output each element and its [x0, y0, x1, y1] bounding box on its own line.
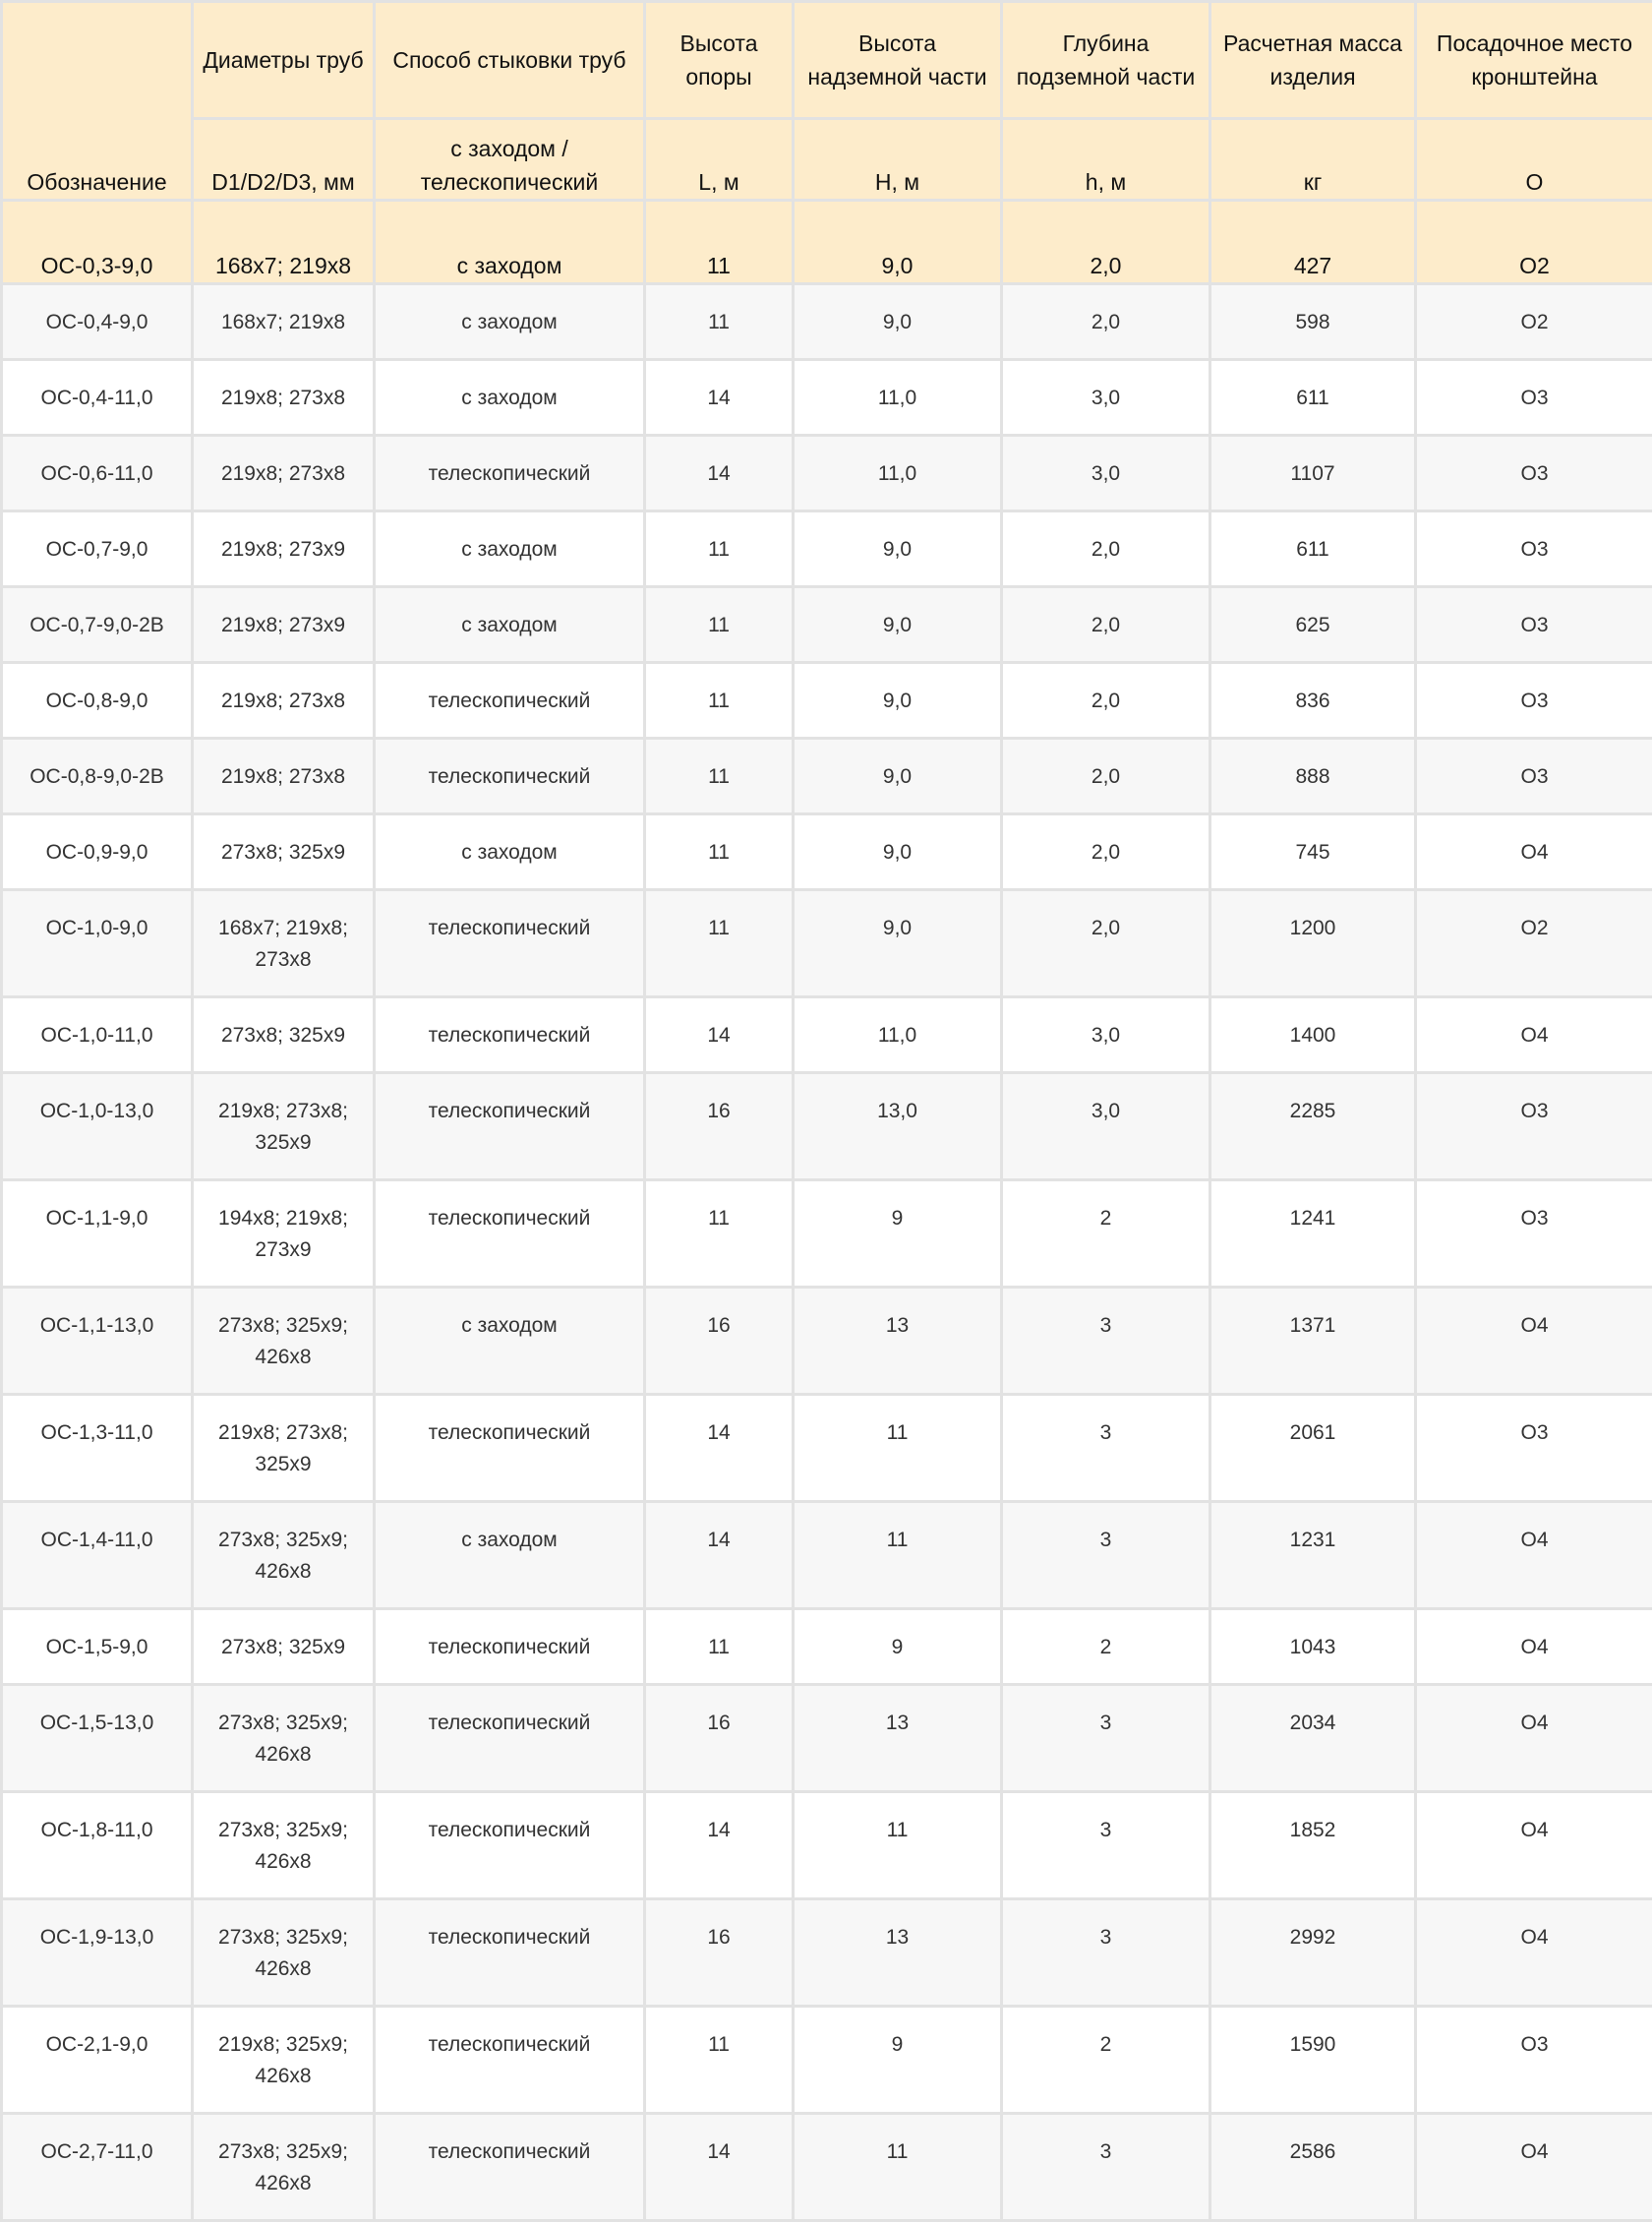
unit-diameters: D1/D2/D3, мм: [193, 119, 375, 201]
cell-below-ground: 3,0: [1002, 1073, 1210, 1180]
cell-diameters: 273х8; 325х9: [193, 1609, 375, 1685]
unit-joining: с заходом / телескопический: [375, 119, 645, 201]
cell-designation: ОС-0,7-9,0: [2, 511, 193, 587]
cell-above-ground: 9,0: [794, 201, 1002, 284]
cell-below-ground: 2,0: [1002, 511, 1210, 587]
cell-below-ground: 3: [1002, 1288, 1210, 1395]
header-support-height: Высота опоры: [645, 2, 794, 119]
cell-joining: телескопический: [375, 1180, 645, 1288]
cell-mass: 2586: [1210, 2114, 1416, 2221]
cell-mass: 1241: [1210, 1180, 1416, 1288]
cell-support-height: 16: [645, 1073, 794, 1180]
cell-designation: ОС-1,1-9,0: [2, 1180, 193, 1288]
header-mass: Расчетная масса изделия: [1210, 2, 1416, 119]
cell-bracket-seat: О4: [1416, 1288, 1652, 1395]
cell-joining: телескопический: [375, 2007, 645, 2114]
cell-designation: ОС-1,0-13,0: [2, 1073, 193, 1180]
cell-support-height: 11: [645, 739, 794, 814]
cell-support-height: 11: [645, 587, 794, 663]
cell-designation: ОС-0,3-9,0: [2, 201, 193, 284]
table-row: [2, 360, 1652, 436]
cell-bracket-seat: О4: [1416, 1792, 1652, 1899]
cell-above-ground: 13,0: [794, 1073, 1002, 1180]
cell-diameters: 273х8; 325х9; 426х8: [193, 1288, 375, 1395]
cell-diameters: 219х8; 273х8: [193, 663, 375, 739]
cell-diameters: 273х8; 325х9; 426х8: [193, 2114, 375, 2221]
cell-diameters: 273х8; 325х9; 426х8: [193, 1502, 375, 1609]
cell-diameters: 168х7; 219х8: [193, 284, 375, 360]
cell-mass: 427: [1210, 201, 1416, 284]
cell-mass: 2285: [1210, 1073, 1416, 1180]
cell-mass: 2061: [1210, 1395, 1416, 1502]
cell-above-ground: 9,0: [794, 739, 1002, 814]
table-row: [2, 739, 1652, 814]
cell-below-ground: 2: [1002, 2007, 1210, 2114]
cell-support-height: 14: [645, 436, 794, 511]
cell-diameters: 194х8; 219х8; 273х9: [193, 1180, 375, 1288]
header-below-ground: Глубина подземной части: [1002, 2, 1210, 119]
cell-below-ground: 2,0: [1002, 587, 1210, 663]
cell-below-ground: 2,0: [1002, 663, 1210, 739]
table-row: [2, 1288, 1652, 1395]
cell-below-ground: 3,0: [1002, 436, 1210, 511]
cell-mass: 1231: [1210, 1502, 1416, 1609]
cell-joining: телескопический: [375, 1395, 645, 1502]
cell-bracket-seat: О4: [1416, 1502, 1652, 1609]
table-row: [2, 587, 1652, 663]
cell-above-ground: 9,0: [794, 587, 1002, 663]
unit-mass: кг: [1210, 119, 1416, 201]
cell-diameters: 219х8; 273х8: [193, 739, 375, 814]
cell-joining: телескопический: [375, 1609, 645, 1685]
cell-diameters: 273х8; 325х9; 426х8: [193, 1792, 375, 1899]
cell-designation: ОС-1,1-13,0: [2, 1288, 193, 1395]
cell-designation: ОС-0,6-11,0: [2, 436, 193, 511]
cell-joining: с заходом: [375, 360, 645, 436]
cell-diameters: 219х8; 273х8; 325х9: [193, 1395, 375, 1502]
cell-below-ground: 2,0: [1002, 890, 1210, 997]
cell-designation: ОС-0,4-11,0: [2, 360, 193, 436]
table-row: [2, 1685, 1652, 1792]
table-row: [2, 1899, 1652, 2007]
cell-bracket-seat: О3: [1416, 511, 1652, 587]
cell-mass: 2034: [1210, 1685, 1416, 1792]
cell-joining: с заходом: [375, 201, 645, 284]
cell-designation: ОС-0,8-9,0-2В: [2, 739, 193, 814]
cell-bracket-seat: О4: [1416, 1609, 1652, 1685]
cell-above-ground: 9,0: [794, 284, 1002, 360]
cell-designation: ОС-1,8-11,0: [2, 1792, 193, 1899]
cell-below-ground: 3: [1002, 1395, 1210, 1502]
cell-bracket-seat: О4: [1416, 814, 1652, 890]
cell-diameters: 168х7; 219х8; 273х8: [193, 890, 375, 997]
cell-bracket-seat: О3: [1416, 663, 1652, 739]
cell-below-ground: 3: [1002, 1685, 1210, 1792]
cell-diameters: 273х8; 325х9: [193, 997, 375, 1073]
unit-support-height: L, м: [645, 119, 794, 201]
cell-joining: с заходом: [375, 814, 645, 890]
cell-mass: 611: [1210, 511, 1416, 587]
header-bracket-seat: Посадочное место кронштейна: [1416, 2, 1652, 119]
cell-diameters: 219х8; 325х9; 426х8: [193, 2007, 375, 2114]
cell-mass: 611: [1210, 360, 1416, 436]
cell-joining: с заходом: [375, 284, 645, 360]
cell-above-ground: 9: [794, 2007, 1002, 2114]
table-row: [2, 1502, 1652, 1609]
cell-above-ground: 11: [794, 1502, 1002, 1609]
cell-bracket-seat: О3: [1416, 1073, 1652, 1180]
cell-diameters: 273х8; 325х9; 426х8: [193, 1899, 375, 2007]
cell-mass: 1371: [1210, 1288, 1416, 1395]
table-row: [2, 1180, 1652, 1288]
cell-designation: ОС-1,0-11,0: [2, 997, 193, 1073]
cell-bracket-seat: О4: [1416, 1685, 1652, 1792]
cell-below-ground: 2: [1002, 1609, 1210, 1685]
cell-diameters: 273х8; 325х9: [193, 814, 375, 890]
cell-below-ground: 3,0: [1002, 997, 1210, 1073]
cell-mass: 888: [1210, 739, 1416, 814]
cell-support-height: 14: [645, 997, 794, 1073]
table-row: [2, 1395, 1652, 1502]
unit-bracket-seat: О: [1416, 119, 1652, 201]
units-row: [2, 119, 1652, 201]
header-designation: Обозначение: [2, 2, 193, 201]
header-joining: Способ стыковки труб: [375, 2, 645, 119]
table-row: [2, 284, 1652, 360]
cell-designation: ОС-1,5-13,0: [2, 1685, 193, 1792]
header-above-ground: Высота надземной части: [794, 2, 1002, 119]
cell-mass: 1400: [1210, 997, 1416, 1073]
table-row: [2, 511, 1652, 587]
cell-designation: ОС-1,5-9,0: [2, 1609, 193, 1685]
cell-designation: ОС-1,3-11,0: [2, 1395, 193, 1502]
cell-joining: телескопический: [375, 1792, 645, 1899]
cell-joining: с заходом: [375, 587, 645, 663]
cell-below-ground: 2: [1002, 1180, 1210, 1288]
cell-support-height: 14: [645, 360, 794, 436]
cell-above-ground: 9,0: [794, 814, 1002, 890]
cell-joining: телескопический: [375, 436, 645, 511]
cell-support-height: 14: [645, 2114, 794, 2221]
cell-designation: ОС-0,8-9,0: [2, 663, 193, 739]
cell-joining: телескопический: [375, 739, 645, 814]
cell-joining: с заходом: [375, 1288, 645, 1395]
cell-designation: ОС-0,7-9,0-2В: [2, 587, 193, 663]
cell-above-ground: 11,0: [794, 436, 1002, 511]
cell-mass: 2992: [1210, 1899, 1416, 2007]
cell-designation: ОС-2,7-11,0: [2, 2114, 193, 2221]
cell-designation: ОС-1,0-9,0: [2, 890, 193, 997]
header-row: [2, 2, 1652, 119]
table-row: [2, 2114, 1652, 2221]
cell-joining: телескопический: [375, 890, 645, 997]
cell-below-ground: 3: [1002, 1899, 1210, 2007]
cell-joining: телескопический: [375, 1685, 645, 1792]
cell-bracket-seat: О3: [1416, 360, 1652, 436]
cell-bracket-seat: О2: [1416, 284, 1652, 360]
cell-support-height: 11: [645, 1180, 794, 1288]
cell-joining: телескопический: [375, 1073, 645, 1180]
cell-mass: 745: [1210, 814, 1416, 890]
cell-above-ground: 9,0: [794, 511, 1002, 587]
cell-support-height: 14: [645, 1395, 794, 1502]
cell-mass: 1590: [1210, 2007, 1416, 2114]
cell-bracket-seat: О3: [1416, 587, 1652, 663]
cell-support-height: 16: [645, 1685, 794, 1792]
cell-above-ground: 11: [794, 1395, 1002, 1502]
table-row: [2, 1792, 1652, 1899]
cell-bracket-seat: О4: [1416, 1899, 1652, 2007]
cell-support-height: 11: [645, 201, 794, 284]
cell-below-ground: 2,0: [1002, 814, 1210, 890]
cell-mass: 836: [1210, 663, 1416, 739]
cell-bracket-seat: О3: [1416, 2007, 1652, 2114]
cell-above-ground: 9,0: [794, 890, 1002, 997]
cell-joining: телескопический: [375, 1899, 645, 2007]
table-row: [2, 814, 1652, 890]
cell-mass: 625: [1210, 587, 1416, 663]
table-row: [2, 1073, 1652, 1180]
cell-support-height: 11: [645, 284, 794, 360]
cell-joining: с заходом: [375, 1502, 645, 1609]
cell-above-ground: 9: [794, 1180, 1002, 1288]
cell-mass: 1107: [1210, 436, 1416, 511]
cell-designation: ОС-1,9-13,0: [2, 1899, 193, 2007]
cell-support-height: 11: [645, 663, 794, 739]
cell-support-height: 14: [645, 1792, 794, 1899]
cell-designation: ОС-0,9-9,0: [2, 814, 193, 890]
cell-below-ground: 2,0: [1002, 739, 1210, 814]
cell-joining: телескопический: [375, 2114, 645, 2221]
header-diameters: Диаметры труб: [193, 2, 375, 119]
cell-above-ground: 13: [794, 1288, 1002, 1395]
cell-mass: 1043: [1210, 1609, 1416, 1685]
cell-diameters: 219х8; 273х8: [193, 360, 375, 436]
cell-mass: 1200: [1210, 890, 1416, 997]
cell-mass: 598: [1210, 284, 1416, 360]
cell-below-ground: 3: [1002, 2114, 1210, 2221]
cell-diameters: 219х8; 273х9: [193, 587, 375, 663]
cell-below-ground: 2,0: [1002, 201, 1210, 284]
cell-diameters: 273х8; 325х9; 426х8: [193, 1685, 375, 1792]
unit-below-ground: h, м: [1002, 119, 1210, 201]
cell-joining: телескопический: [375, 663, 645, 739]
cell-above-ground: 9,0: [794, 663, 1002, 739]
cell-above-ground: 13: [794, 1899, 1002, 2007]
cell-support-height: 11: [645, 890, 794, 997]
highlighted-row: [2, 201, 1652, 284]
cell-support-height: 14: [645, 1502, 794, 1609]
cell-joining: телескопический: [375, 997, 645, 1073]
cell-above-ground: 11: [794, 1792, 1002, 1899]
cell-diameters: 219х8; 273х8; 325х9: [193, 1073, 375, 1180]
cell-bracket-seat: О4: [1416, 997, 1652, 1073]
cell-support-height: 16: [645, 1899, 794, 2007]
cell-designation: ОС-0,4-9,0: [2, 284, 193, 360]
cell-below-ground: 3,0: [1002, 360, 1210, 436]
table-row: [2, 436, 1652, 511]
cell-below-ground: 2,0: [1002, 284, 1210, 360]
cell-support-height: 11: [645, 2007, 794, 2114]
table-row: [2, 2007, 1652, 2114]
cell-diameters: 168х7; 219х8: [193, 201, 375, 284]
cell-diameters: 219х8; 273х9: [193, 511, 375, 587]
cell-above-ground: 13: [794, 1685, 1002, 1792]
cell-above-ground: 9: [794, 1609, 1002, 1685]
cell-bracket-seat: О3: [1416, 436, 1652, 511]
unit-above-ground: H, м: [794, 119, 1002, 201]
cell-support-height: 11: [645, 814, 794, 890]
cell-designation: ОС-1,4-11,0: [2, 1502, 193, 1609]
cell-joining: с заходом: [375, 511, 645, 587]
cell-designation: ОС-2,1-9,0: [2, 2007, 193, 2114]
cell-diameters: 219х8; 273х8: [193, 436, 375, 511]
cell-bracket-seat: О4: [1416, 2114, 1652, 2221]
cell-below-ground: 3: [1002, 1792, 1210, 1899]
cell-support-height: 16: [645, 1288, 794, 1395]
cell-bracket-seat: О2: [1416, 890, 1652, 997]
cell-bracket-seat: О3: [1416, 1395, 1652, 1502]
cell-mass: 1852: [1210, 1792, 1416, 1899]
cell-above-ground: 11,0: [794, 360, 1002, 436]
table-row: [2, 1609, 1652, 1685]
cell-bracket-seat: О3: [1416, 1180, 1652, 1288]
cell-support-height: 11: [645, 1609, 794, 1685]
cell-bracket-seat: О2: [1416, 201, 1652, 284]
cell-support-height: 11: [645, 511, 794, 587]
table-row: [2, 890, 1652, 997]
table-row: [2, 997, 1652, 1073]
cell-above-ground: 11: [794, 2114, 1002, 2221]
cell-above-ground: 11,0: [794, 997, 1002, 1073]
cell-below-ground: 3: [1002, 1502, 1210, 1609]
cell-bracket-seat: О3: [1416, 739, 1652, 814]
table-row: [2, 663, 1652, 739]
